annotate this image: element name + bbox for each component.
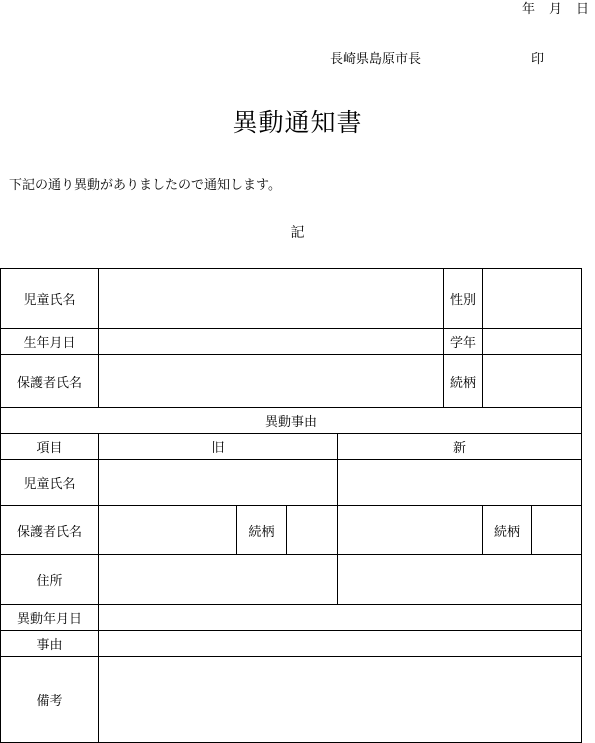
date-day-label: 日: [576, 2, 590, 17]
row-remarks: [1, 657, 582, 743]
transfer-form-table: [0, 268, 582, 743]
relationship-label: 続柄: [444, 355, 483, 408]
remarks-field[interactable]: [99, 657, 582, 743]
gender-field[interactable]: [483, 269, 582, 329]
new-address-field[interactable]: [338, 555, 582, 605]
birthdate-field[interactable]: [99, 329, 444, 355]
address-label: 住所: [1, 555, 99, 605]
reason-label: 事由: [1, 631, 99, 657]
new-header: 新: [338, 434, 582, 460]
old-child-name-field[interactable]: [99, 460, 338, 506]
row-address: [1, 555, 582, 605]
item-header: 項目: [1, 434, 99, 460]
relationship-field[interactable]: [483, 355, 582, 408]
old-relationship-field[interactable]: [287, 506, 338, 555]
date-year-label: 年: [522, 2, 536, 17]
row-change-child-name: [1, 460, 582, 506]
guardian-label: 保護者氏名: [1, 355, 99, 408]
ki-heading: 記: [290, 225, 305, 241]
seal-mark: 印: [531, 52, 545, 67]
reason-field[interactable]: [99, 631, 582, 657]
issuer-name: 長崎県島原市長: [330, 52, 422, 67]
child-name-label: 児童氏名: [1, 269, 99, 329]
row-change-heading: [1, 408, 582, 434]
row-column-headers: [1, 434, 582, 460]
old-header: 旧: [99, 434, 338, 460]
old-guardian-field[interactable]: [99, 506, 237, 555]
row-change-guardian: [1, 506, 582, 555]
gender-label: 性別: [444, 269, 483, 329]
change-date-label: 異動年月日: [1, 605, 99, 631]
new-relationship-label: 続柄: [483, 506, 532, 555]
change-reason-heading: 異動事由: [1, 408, 582, 434]
new-relationship-field[interactable]: [532, 506, 582, 555]
new-guardian-field[interactable]: [338, 506, 483, 555]
guardian-field[interactable]: [99, 355, 444, 408]
date-month-label: 月: [549, 2, 563, 17]
grade-label: 学年: [444, 329, 483, 355]
change-guardian-label: 保護者氏名: [1, 506, 99, 555]
row-child-name: [1, 269, 582, 329]
row-guardian: [1, 355, 582, 408]
change-child-name-label: 児童氏名: [1, 460, 99, 506]
document-title: 異動通知書: [232, 108, 363, 137]
row-birthdate: [1, 329, 582, 355]
date-line: [522, 0, 589, 17]
row-reason: [1, 631, 582, 657]
intro-text: 下記の通り異動がありましたので通知します。: [9, 178, 281, 193]
row-change-date: [1, 605, 582, 631]
birthdate-label: 生年月日: [1, 329, 99, 355]
child-name-field[interactable]: [99, 269, 444, 329]
old-address-field[interactable]: [99, 555, 338, 605]
remarks-label: 備考: [1, 657, 99, 743]
old-relationship-label: 続柄: [237, 506, 287, 555]
grade-field[interactable]: [483, 329, 582, 355]
new-child-name-field[interactable]: [338, 460, 582, 506]
change-date-field[interactable]: [99, 605, 582, 631]
